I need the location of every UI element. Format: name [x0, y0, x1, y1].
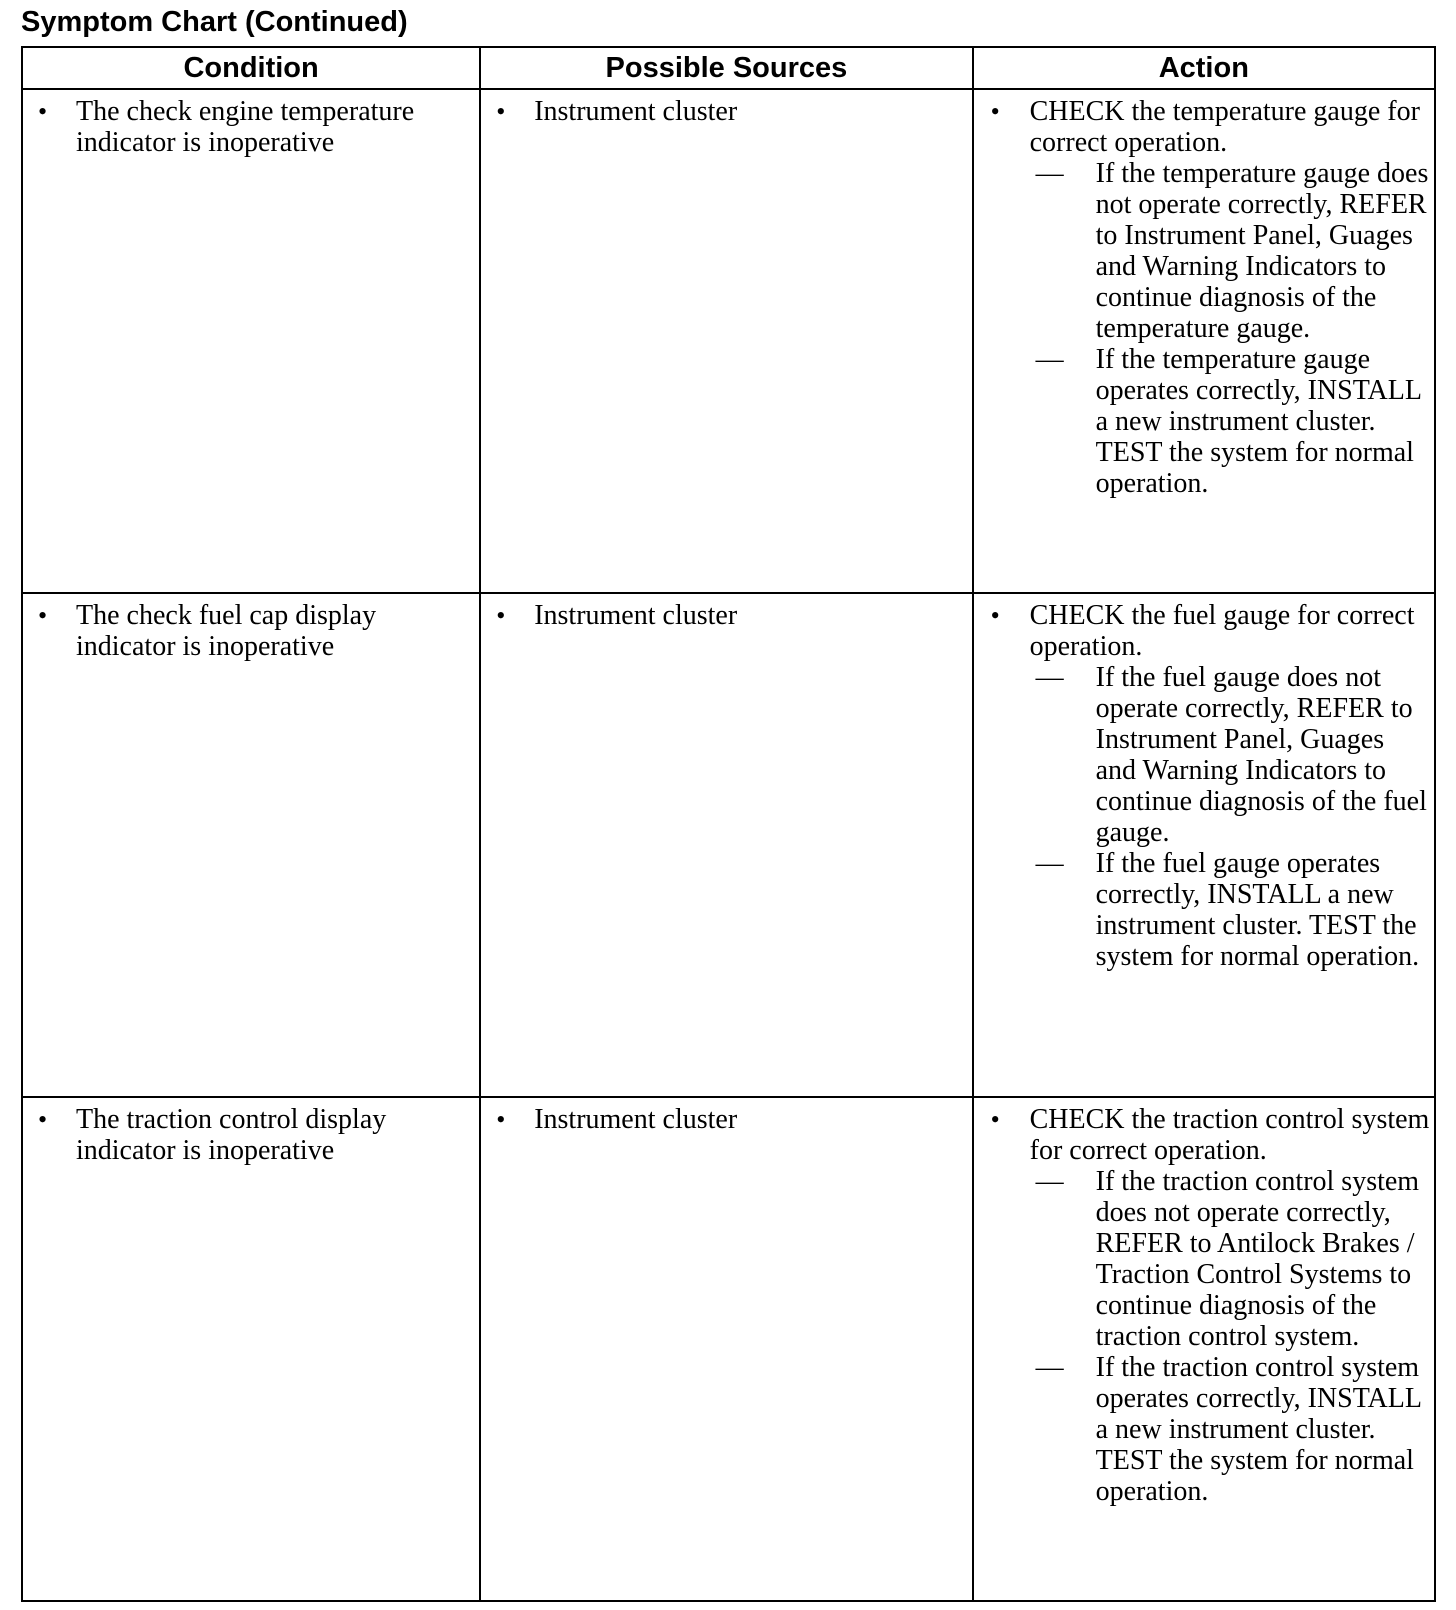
action-cell [973, 593, 1435, 1097]
dash-icon: — [1035, 1352, 1064, 1383]
source-item [481, 90, 971, 127]
source-item [481, 594, 971, 631]
symptom-table [21, 46, 1436, 1602]
source-cell [480, 89, 972, 593]
column-header-action: Action [973, 47, 1435, 89]
dash-icon: — [1035, 158, 1064, 189]
bullet-icon: • [990, 1105, 1000, 1134]
bullet-icon: • [38, 97, 48, 126]
action-sub-item [1030, 1352, 1430, 1507]
action-sub-item [1030, 848, 1430, 972]
action-sub-text: If the fuel gauge does not operate correctly, REFER to Instrument Panel, Guages and Warning Indicators to continue diagnosis of the fuel gauge. [1095, 662, 1427, 848]
action-sub-item [1030, 1166, 1430, 1352]
bullet-icon: • [496, 601, 506, 630]
dash-icon: — [1035, 1166, 1064, 1197]
action-sub-text: If the traction control system operates correctly, INSTALL a new instrument cluster. TEST the system for normal operation. [1095, 1352, 1421, 1507]
page-title: Symptom Chart (Continued) [21, 6, 408, 38]
bullet-icon: • [38, 1105, 48, 1134]
table-row [22, 593, 1435, 1097]
condition-item [23, 1098, 479, 1166]
condition-text: The traction control display indicator is inoperative [76, 1104, 387, 1166]
action-item [974, 1098, 1434, 1507]
bullet-icon: • [496, 97, 506, 126]
condition-cell [22, 89, 480, 593]
bullet-icon: • [990, 601, 1000, 630]
action-item [974, 90, 1434, 499]
condition-cell [22, 593, 480, 1097]
column-header-condition: Condition [22, 47, 480, 89]
action-main-text: CHECK the fuel gauge for correct operation. [1029, 600, 1415, 662]
dash-icon: — [1035, 344, 1064, 375]
source-text: Instrument cluster [534, 96, 738, 127]
action-sub-text: If the temperature gauge does not operate correctly, REFER to Instrument Panel, Guages and Warning Indicators to continue diagnosis of the temperature gauge. [1095, 158, 1429, 344]
action-sub-text: If the temperature gauge operates correctly, INSTALL a new instrument cluster. TEST the system for normal operation. [1095, 344, 1421, 499]
condition-text: The check fuel cap display indicator is inoperative [76, 600, 377, 662]
dash-icon: — [1035, 848, 1064, 879]
source-text: Instrument cluster [534, 600, 738, 631]
condition-item [23, 90, 479, 158]
table-row [22, 89, 1435, 593]
action-item [974, 594, 1434, 972]
action-cell [973, 1097, 1435, 1601]
condition-cell [22, 1097, 480, 1601]
table-row [22, 1097, 1435, 1601]
source-item [481, 1098, 971, 1135]
source-cell [480, 1097, 972, 1601]
table-header-row [22, 47, 1435, 89]
source-text: Instrument cluster [534, 1104, 738, 1135]
bullet-icon: • [496, 1105, 506, 1134]
bullet-icon: • [38, 601, 48, 630]
condition-item [23, 594, 479, 662]
action-sub-text: If the fuel gauge operates correctly, INSTALL a new instrument cluster. TEST the system for normal operation. [1095, 848, 1420, 972]
column-header-possible-sources: Possible Sources [480, 47, 972, 89]
action-sub-text: If the traction control system does not operate correctly, REFER to Antilock Brakes / Traction Control Systems to continue diagnosis of the traction control system. [1095, 1166, 1420, 1352]
action-main-text: CHECK the temperature gauge for correct operation. [1029, 96, 1420, 158]
action-sub-item [1030, 344, 1430, 499]
action-cell [973, 89, 1435, 593]
bullet-icon: • [990, 97, 1000, 126]
condition-text: The check engine temperature indicator is inoperative [76, 96, 415, 158]
action-main-text: CHECK the traction control system for correct operation. [1029, 1104, 1430, 1166]
action-sub-item [1030, 662, 1430, 848]
dash-icon: — [1035, 662, 1064, 693]
action-sub-item [1030, 158, 1430, 344]
source-cell [480, 593, 972, 1097]
